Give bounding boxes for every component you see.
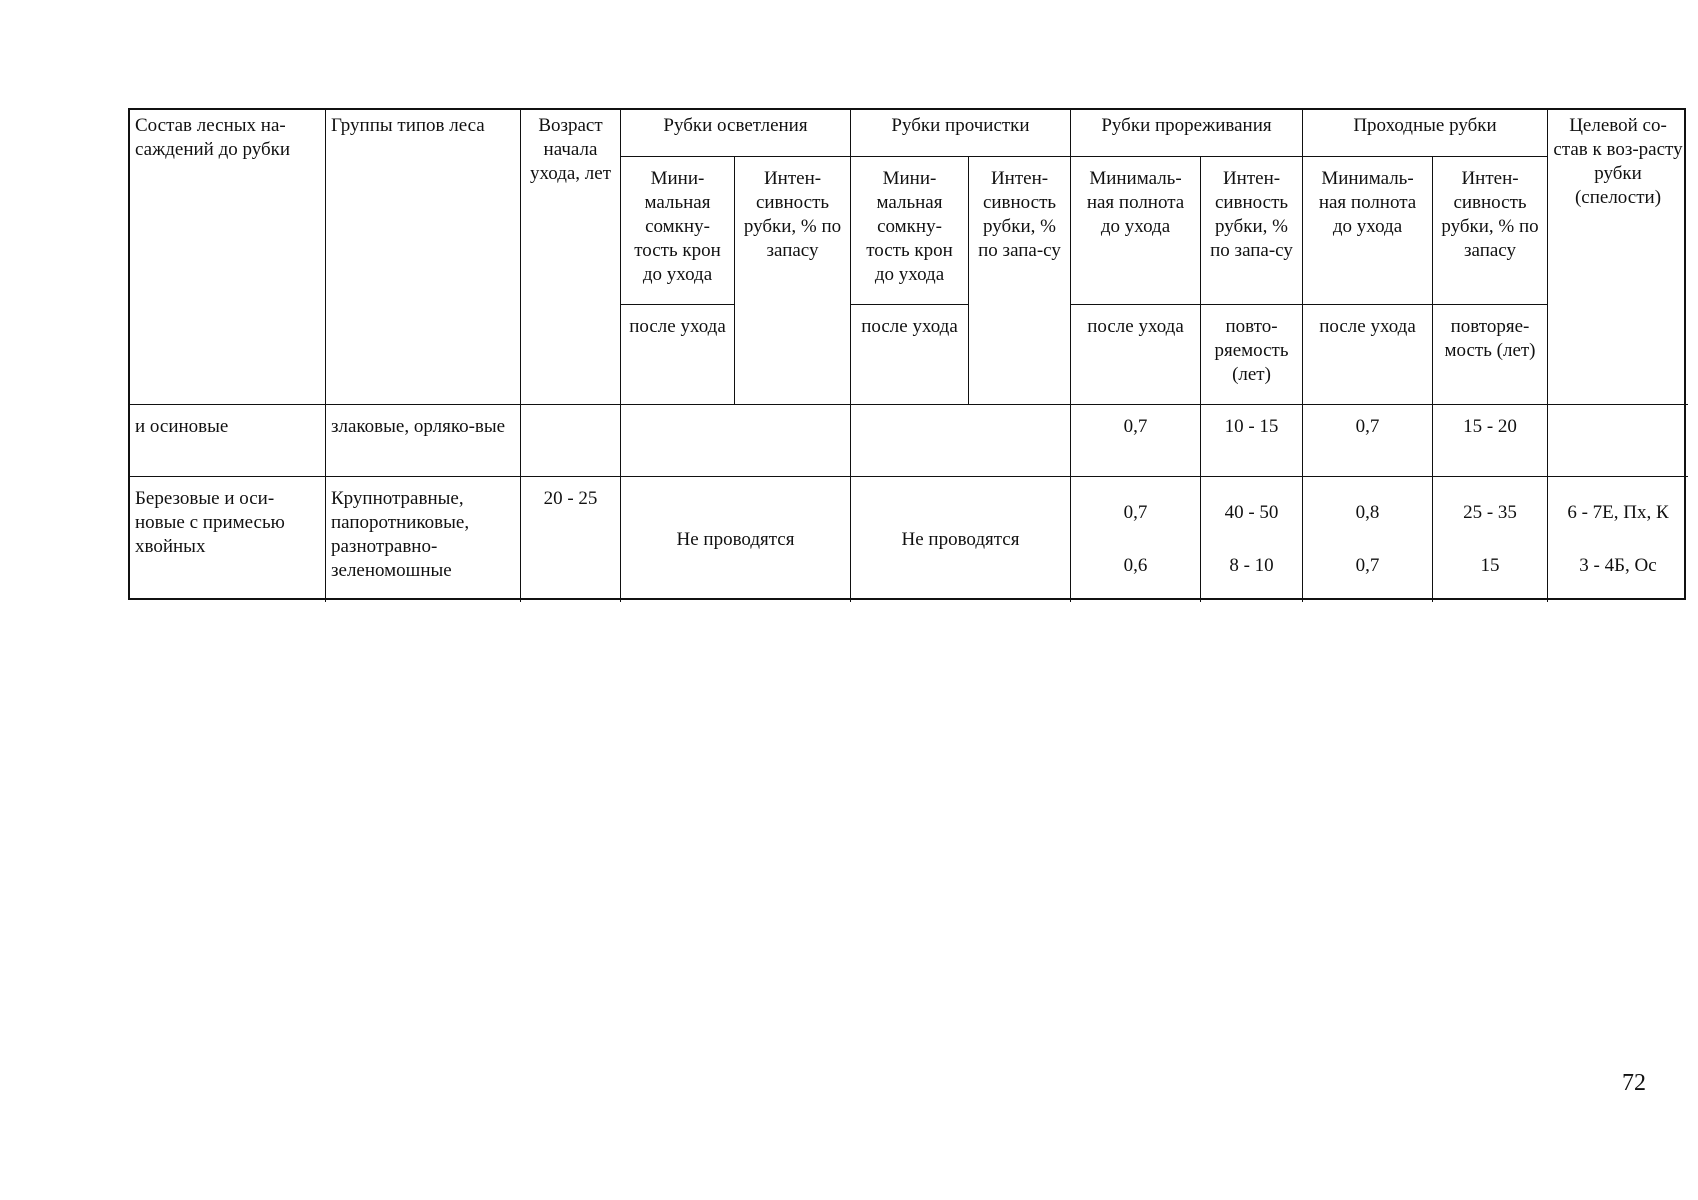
forest-care-table bbox=[128, 108, 1686, 600]
header-thinning-after: после ухода bbox=[1071, 305, 1201, 405]
row1-start-age bbox=[521, 405, 621, 477]
header-lightening-min-closure: Мини-мальная сомкну-тость крон до ухода bbox=[621, 157, 735, 305]
header-forest-types: Группы типов леса bbox=[326, 110, 521, 405]
header-cleaning: Рубки прочистки bbox=[851, 110, 1071, 157]
row2-target-2: 3 - 4Б, Ос bbox=[1579, 554, 1657, 576]
row1-thinning-min: 0,7 bbox=[1071, 405, 1201, 477]
header-cleaning-after: после ухода bbox=[851, 305, 969, 405]
header-passage-repeat: повторяе-мость (лет) bbox=[1433, 305, 1548, 405]
row2-thinning-intensity bbox=[1201, 477, 1303, 602]
row2-thinning-min-2: 0,6 bbox=[1123, 554, 1148, 576]
header-lightening-intensity: Интен-сивность рубки, % по запасу bbox=[735, 157, 851, 405]
row1-passage-min: 0,7 bbox=[1303, 405, 1433, 477]
row1-cleaning bbox=[851, 405, 1071, 477]
header-passage-intensity: Интен-сивность рубки, % по запасу bbox=[1433, 157, 1548, 305]
header-composition: Состав лесных на-саждений до рубки bbox=[130, 110, 326, 405]
header-passage-after: после ухода bbox=[1303, 305, 1433, 405]
row2-lightening bbox=[621, 477, 851, 602]
row1-lightening bbox=[621, 405, 851, 477]
row2-target-1: 6 - 7Е, Пх, К bbox=[1567, 502, 1669, 524]
row2-passage-min-1: 0,8 bbox=[1355, 502, 1380, 524]
header-cleaning-min-closure: Мини-мальная сомкну-тость крон до ухода bbox=[851, 157, 969, 305]
header-thinning-intensity: Интен-сивность рубки, % по запа-су bbox=[1201, 157, 1303, 305]
row2-passage-intensity bbox=[1433, 477, 1548, 602]
header-lightening: Рубки осветления bbox=[621, 110, 851, 157]
header-passage-min-density: Минималь-ная полнота до ухода bbox=[1303, 157, 1433, 305]
row1-passage-intensity: 15 - 20 bbox=[1433, 405, 1548, 477]
header-lightening-after: после ухода bbox=[621, 305, 735, 405]
header-passage: Проходные рубки bbox=[1303, 110, 1548, 157]
row2-composition: Березовые и оси-новые с примесью хвойных bbox=[130, 477, 326, 602]
header-thinning: Рубки прореживания bbox=[1071, 110, 1303, 157]
row2-forest-types: Крупнотравные, папоротниковые, разнотравно-зеленомошные bbox=[326, 477, 521, 602]
row2-lightening-text: Не проводятся bbox=[676, 528, 795, 550]
row2-thinning-intensity-1: 40 - 50 bbox=[1224, 502, 1279, 524]
row2-passage-intensity-1: 25 - 35 bbox=[1463, 502, 1517, 524]
row2-passage-min bbox=[1303, 477, 1433, 602]
row1-forest-types: злаковые, орляко-вые bbox=[326, 405, 521, 477]
row2-thinning-min bbox=[1071, 477, 1201, 602]
header-target: Целевой со-став к воз-расту рубки (спелости) bbox=[1548, 110, 1688, 405]
row2-passage-intensity-2: 15 bbox=[1480, 554, 1500, 576]
row2-thinning-intensity-2: 8 - 10 bbox=[1229, 554, 1274, 576]
row1-target bbox=[1548, 405, 1688, 477]
page-number: 72 bbox=[1622, 1070, 1646, 1096]
row2-start-age: 20 - 25 bbox=[521, 477, 621, 602]
row2-cleaning-text: Не проводятся bbox=[901, 528, 1020, 550]
row2-cleaning bbox=[851, 477, 1071, 602]
row1-composition: и осиновые bbox=[130, 405, 326, 477]
row1-thinning-intensity: 10 - 15 bbox=[1201, 405, 1303, 477]
row2-thinning-min-1: 0,7 bbox=[1123, 502, 1148, 524]
header-thinning-min-density: Минималь-ная полнота до ухода bbox=[1071, 157, 1201, 305]
header-start-age: Возраст начала ухода, лет bbox=[521, 110, 621, 405]
header-cleaning-intensity: Интен-сивность рубки, % по запа-су bbox=[969, 157, 1071, 405]
header-thinning-repeat: повто-ряемость (лет) bbox=[1201, 305, 1303, 405]
row2-passage-min-2: 0,7 bbox=[1355, 554, 1380, 576]
row2-target bbox=[1548, 477, 1688, 602]
